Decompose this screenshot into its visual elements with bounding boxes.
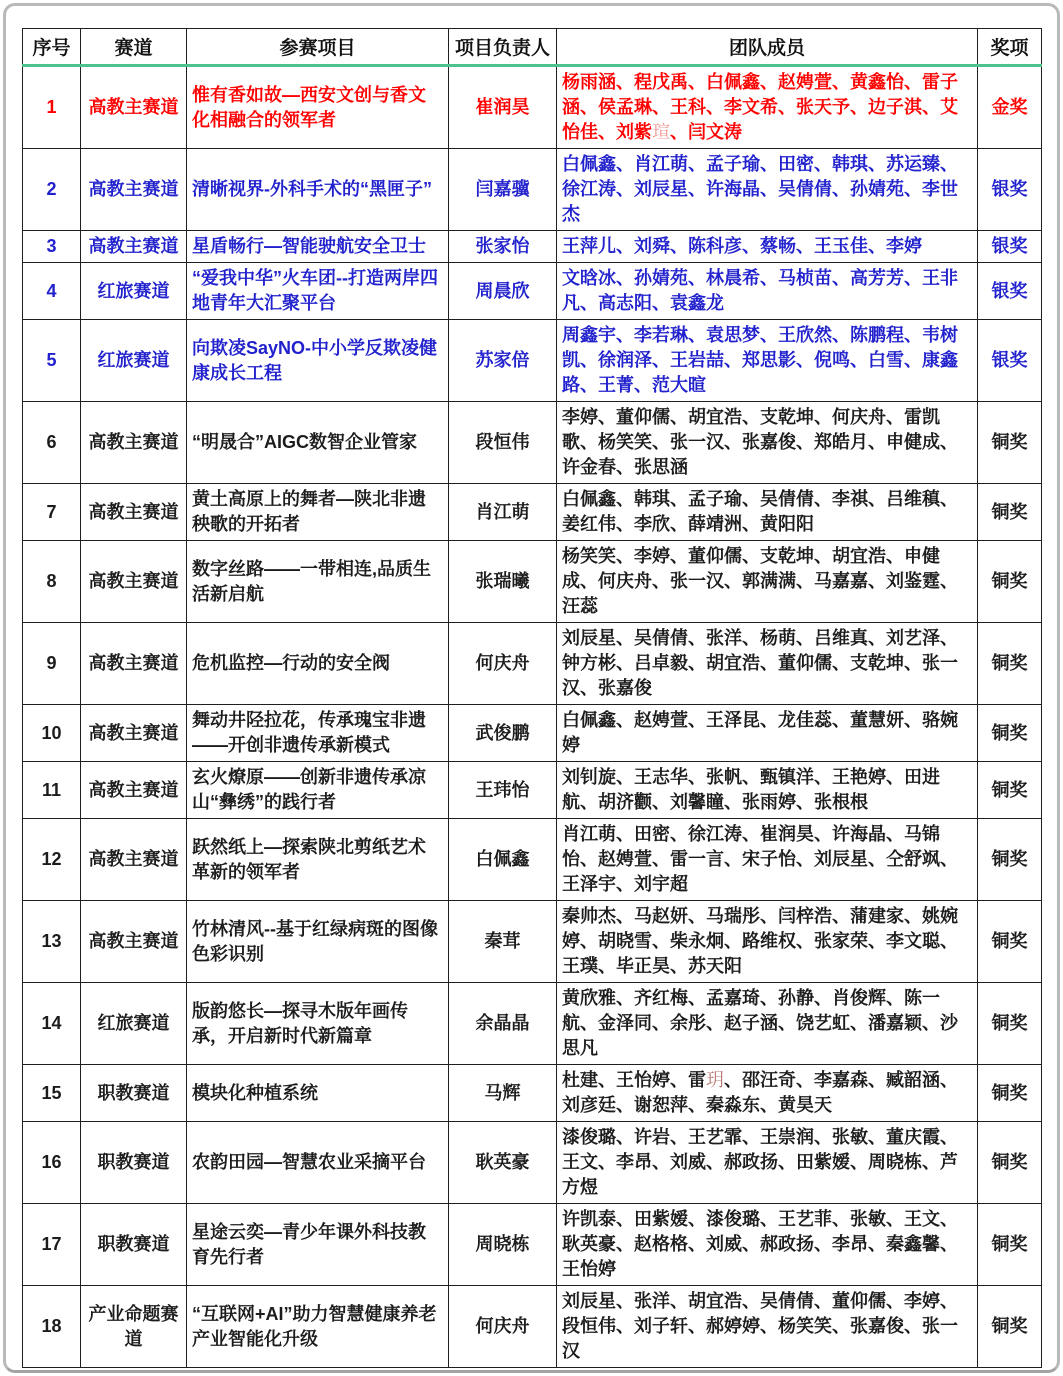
cell-leader: 白佩鑫 <box>449 819 557 901</box>
cell-serial: 17 <box>23 1204 81 1286</box>
table-row <box>23 1065 1042 1122</box>
member-names: 许凯泰、田紫嫒、漆俊璐、王艺菲、张敏、王文、耿英豪、赵格格、刘威、郝政扬、李昂、秦鑫馨、王怡婷 <box>562 1209 958 1279</box>
cell-members <box>557 705 978 762</box>
cell-members <box>557 901 978 983</box>
cell-members <box>557 1065 978 1122</box>
cell-track: 高教主赛道 <box>81 231 187 263</box>
header-project: 参赛项目 <box>187 29 449 66</box>
cell-members <box>557 402 978 484</box>
cell-leader: 武俊鹏 <box>449 705 557 762</box>
member-names: 文晗冰、孙婧苑、林晨希、马桢苗、高芳芳、王非凡、高志阳、袁鑫龙 <box>562 268 958 313</box>
table-row <box>23 263 1042 320</box>
cell-serial: 9 <box>23 623 81 705</box>
cell-track: 产业命题赛道 <box>81 1286 187 1368</box>
cell-members <box>557 263 978 320</box>
cell-track: 红旅赛道 <box>81 983 187 1065</box>
table-row <box>23 623 1042 705</box>
cell-members <box>557 623 978 705</box>
cell-project: “爱我中华”火车团--打造两岸四地青年大汇聚平台 <box>187 263 449 320</box>
cell-leader: 马辉 <box>449 1065 557 1122</box>
cell-track: 高教主赛道 <box>81 762 187 819</box>
cell-members <box>557 1286 978 1368</box>
cell-serial: 1 <box>23 66 81 149</box>
cell-members <box>557 819 978 901</box>
table-row <box>23 819 1042 901</box>
cell-track: 红旅赛道 <box>81 263 187 320</box>
table-row <box>23 484 1042 541</box>
cell-track: 高教主赛道 <box>81 66 187 149</box>
cell-track: 高教主赛道 <box>81 819 187 901</box>
cell-project: 清晰视界-外科手术的“黑匣子” <box>187 149 449 231</box>
cell-serial: 10 <box>23 705 81 762</box>
cell-project: 数字丝路——一带相连,品质生活新启航 <box>187 541 449 623</box>
cell-members <box>557 66 978 149</box>
cell-award: 银奖 <box>978 231 1042 263</box>
cell-leader: 耿英豪 <box>449 1122 557 1204</box>
member-names: 杨笑笑、李婷、董仰儒、支乾坤、胡宜浩、申健成、何庆舟、张一汉、郭满满、马嘉嘉、刘鉴霆、汪蕊 <box>562 546 958 616</box>
cell-leader: 秦茸 <box>449 901 557 983</box>
cell-award: 铜奖 <box>978 901 1042 983</box>
cell-track: 职教赛道 <box>81 1204 187 1286</box>
cell-track: 高教主赛道 <box>81 623 187 705</box>
member-name-alt-glyph: 瑄 <box>652 122 670 142</box>
cell-project: 模块化种植系统 <box>187 1065 449 1122</box>
cell-leader: 张家怡 <box>449 231 557 263</box>
cell-project: 农韵田园—智慧农业采摘平台 <box>187 1122 449 1204</box>
header-track: 赛道 <box>81 29 187 66</box>
cell-award: 银奖 <box>978 263 1042 320</box>
cell-members <box>557 320 978 402</box>
cell-track: 职教赛道 <box>81 1065 187 1122</box>
table-row <box>23 149 1042 231</box>
cell-award: 银奖 <box>978 149 1042 231</box>
cell-project: 星途云奕—青少年课外科技教育先行者 <box>187 1204 449 1286</box>
cell-project: “互联网+AI”助力智慧健康养老产业智能化升级 <box>187 1286 449 1368</box>
cell-track: 高教主赛道 <box>81 149 187 231</box>
cell-award: 铜奖 <box>978 1204 1042 1286</box>
table-row <box>23 541 1042 623</box>
cell-serial: 16 <box>23 1122 81 1204</box>
cell-members <box>557 983 978 1065</box>
cell-project: 跃然纸上—探索陕北剪纸艺术革新的领军者 <box>187 819 449 901</box>
member-names: 刘辰星、张洋、胡宜浩、吴倩倩、董仰儒、李婷、段恒伟、刘子轩、郝婷婷、杨笑笑、张嘉俊、张一汉 <box>562 1291 958 1361</box>
table-row <box>23 705 1042 762</box>
cell-project: “明晟合”AIGC数智企业管家 <box>187 402 449 484</box>
cell-members <box>557 149 978 231</box>
member-names: 、邵汪奇、李嘉森、臧韶涵、刘彦廷、谢恕萍、秦淼东、黄昊天 <box>562 1070 958 1115</box>
cell-leader: 肖江萌 <box>449 484 557 541</box>
cell-members <box>557 541 978 623</box>
cell-serial: 11 <box>23 762 81 819</box>
member-names: 白佩鑫、肖江萌、孟子瑜、田密、韩琪、苏运臻、徐江涛、刘辰星、许海晶、吴倩倩、孙婧苑、李世杰 <box>562 154 958 224</box>
table-row <box>23 1286 1042 1368</box>
cell-members <box>557 484 978 541</box>
cell-leader: 周晓栋 <box>449 1204 557 1286</box>
cell-project: 版韵悠长—探寻木版年画传承，开启新时代新篇章 <box>187 983 449 1065</box>
cell-leader: 苏家倍 <box>449 320 557 402</box>
cell-award: 铜奖 <box>978 1122 1042 1204</box>
header-award: 奖项 <box>978 29 1042 66</box>
cell-project: 舞动井陉拉花，传承瑰宝非遗——开创非遗传承新模式 <box>187 705 449 762</box>
cell-award: 铜奖 <box>978 541 1042 623</box>
table-row <box>23 983 1042 1065</box>
cell-leader: 闫嘉骥 <box>449 149 557 231</box>
table-row <box>23 901 1042 983</box>
table-body <box>23 66 1042 1368</box>
member-names: 黄欣雅、齐红梅、孟嘉琦、孙静、肖俊辉、陈一航、金泽同、余彤、赵子涵、饶艺虹、潘嘉颖、沙思凡 <box>562 988 958 1058</box>
cell-serial: 8 <box>23 541 81 623</box>
header-row <box>23 29 1042 66</box>
cell-leader: 周晨欣 <box>449 263 557 320</box>
member-name-alt-glyph: 玥 <box>706 1070 724 1090</box>
table-row <box>23 231 1042 263</box>
cell-serial: 5 <box>23 320 81 402</box>
cell-leader: 张瑞曦 <box>449 541 557 623</box>
cell-award: 金奖 <box>978 66 1042 149</box>
cell-award: 铜奖 <box>978 705 1042 762</box>
member-names: 秦帅杰、马赵妍、马瑞彤、闫梓浩、蒲建家、姚婉婷、胡晓雪、柴永炯、路维权、张家荣、李文聪、王璞、毕正昊、苏天阳 <box>562 906 958 976</box>
member-names: 周鑫宇、李若琳、袁思梦、王欣然、陈鹏程、韦树凯、徐润泽、王岩喆、郑思影、倪鸣、白雪、康鑫路、王菁、范大暄 <box>562 325 958 395</box>
table-row <box>23 1204 1042 1286</box>
member-names: 、闫文涛 <box>670 122 742 142</box>
member-names: 白佩鑫、赵娉萱、王泽昆、龙佳蕊、董慧妍、骆婉婷 <box>562 710 958 755</box>
cell-serial: 4 <box>23 263 81 320</box>
cell-award: 铜奖 <box>978 983 1042 1065</box>
cell-serial: 13 <box>23 901 81 983</box>
member-names: 肖江萌、田密、徐江涛、崔润昊、许海晶、马锦怡、赵娉萱、雷一言、宋子怡、刘辰星、仝舒飒、王泽宇、刘宇超 <box>562 824 958 894</box>
cell-project: 危机监控—行动的安全阀 <box>187 623 449 705</box>
cell-project: 黄土高原上的舞者—陕北非遗秧歌的开拓者 <box>187 484 449 541</box>
cell-award: 铜奖 <box>978 1065 1042 1122</box>
member-names: 王萍儿、刘舜、陈科彦、蔡畅、王玉佳、李婷 <box>562 236 922 256</box>
cell-track: 职教赛道 <box>81 1122 187 1204</box>
cell-award: 铜奖 <box>978 623 1042 705</box>
cell-serial: 7 <box>23 484 81 541</box>
cell-award: 银奖 <box>978 320 1042 402</box>
member-names: 漆俊璐、许岩、王艺霏、王崇润、张敏、董庆霞、王文、李昂、刘威、郝政扬、田紫嫒、周晓栋、芦方煜 <box>562 1127 958 1197</box>
cell-award: 铜奖 <box>978 1286 1042 1368</box>
cell-members <box>557 1122 978 1204</box>
table-row <box>23 402 1042 484</box>
member-names: 李婷、董仰儒、胡宜浩、支乾坤、何庆舟、雷凯歌、杨笑笑、张一汉、张嘉俊、郑皓月、申健成、许金春、张思涵 <box>562 407 958 477</box>
member-names: 刘钊旋、王志华、张帆、甄镇洋、王艳婷、田进航、胡济颧、刘馨瞳、张雨婷、张根根 <box>562 767 940 812</box>
cell-leader: 余晶晶 <box>449 983 557 1065</box>
award-results-table <box>22 28 1042 1368</box>
cell-project: 星盾畅行—智能驶航安全卫士 <box>187 231 449 263</box>
cell-serial: 3 <box>23 231 81 263</box>
cell-project: 向欺凌SayNO-中小学反欺凌健康成长工程 <box>187 320 449 402</box>
table-row <box>23 1122 1042 1204</box>
cell-leader: 王玮怡 <box>449 762 557 819</box>
cell-leader: 何庆舟 <box>449 623 557 705</box>
header-members: 团队成员 <box>557 29 978 66</box>
cell-serial: 2 <box>23 149 81 231</box>
cell-serial: 18 <box>23 1286 81 1368</box>
cell-track: 高教主赛道 <box>81 402 187 484</box>
cell-award: 铜奖 <box>978 484 1042 541</box>
member-names: 杜建、王怡婷、雷 <box>562 1070 706 1090</box>
table-row <box>23 66 1042 149</box>
cell-track: 红旅赛道 <box>81 320 187 402</box>
table-row <box>23 762 1042 819</box>
member-names: 白佩鑫、韩琪、孟子瑜、吴倩倩、李祺、吕维稹、姜红伟、李欣、薛靖洲、黄阳阳 <box>562 489 958 534</box>
cell-award: 铜奖 <box>978 762 1042 819</box>
cell-award: 铜奖 <box>978 819 1042 901</box>
cell-serial: 15 <box>23 1065 81 1122</box>
cell-project: 竹林清风--基于红绿病斑的图像色彩识别 <box>187 901 449 983</box>
member-names: 刘辰星、吴倩倩、张洋、杨萌、吕维真、刘艺泽、钟方彬、吕卓毅、胡宜浩、董仰儒、支乾坤、张一汉、张嘉俊 <box>562 628 958 698</box>
cell-leader: 崔润昊 <box>449 66 557 149</box>
cell-track: 高教主赛道 <box>81 541 187 623</box>
header-serial: 序号 <box>23 29 81 66</box>
cell-leader: 段恒伟 <box>449 402 557 484</box>
cell-project: 玄火燎原——创新非遗传承凉山“彝绣”的践行者 <box>187 762 449 819</box>
table-header <box>23 29 1042 66</box>
cell-track: 高教主赛道 <box>81 901 187 983</box>
cell-members <box>557 762 978 819</box>
header-leader: 项目负责人 <box>449 29 557 66</box>
member-names: 杨雨涵、程戊禹、白佩鑫、赵娉萱、黄鑫怡、雷子涵、侯孟琳、王科、李文希、张天予、边子淇、艾怡佳、刘紫 <box>562 72 958 142</box>
cell-serial: 14 <box>23 983 81 1065</box>
cell-members <box>557 1204 978 1286</box>
cell-leader: 何庆舟 <box>449 1286 557 1368</box>
cell-serial: 12 <box>23 819 81 901</box>
cell-project: 惟有香如故—西安文创与香文化相融合的领军者 <box>187 66 449 149</box>
cell-track: 高教主赛道 <box>81 484 187 541</box>
cell-members <box>557 231 978 263</box>
cell-award: 铜奖 <box>978 402 1042 484</box>
cell-serial: 6 <box>23 402 81 484</box>
cell-track: 高教主赛道 <box>81 705 187 762</box>
table-row <box>23 320 1042 402</box>
